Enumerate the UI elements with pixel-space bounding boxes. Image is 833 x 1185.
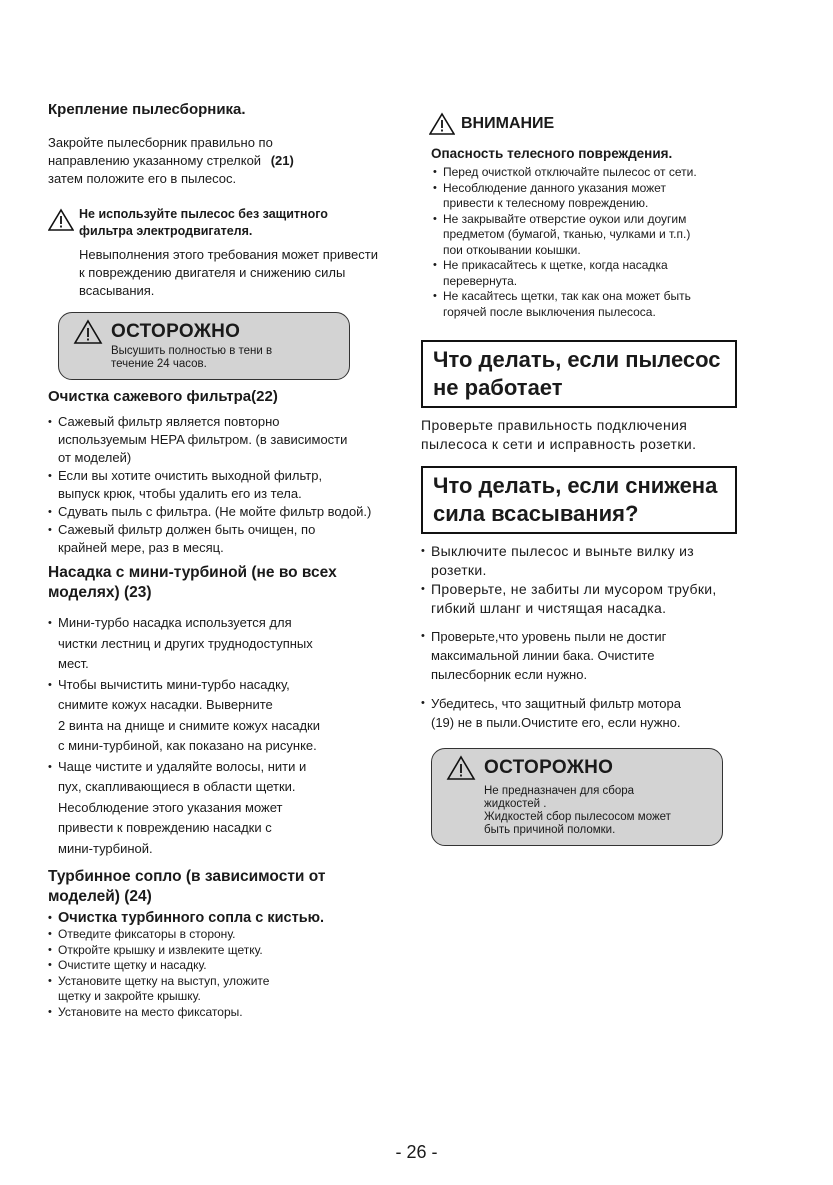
mini-turbo-list <box>48 613 413 859</box>
left-column <box>48 100 413 1020</box>
caution-header <box>446 755 710 781</box>
low-suction-section <box>421 466 751 732</box>
low-suction-list-b <box>421 627 751 732</box>
caution-title: ОСТОРОЖНО <box>111 321 241 342</box>
caution-title: ОСТОРОЖНО <box>484 757 614 778</box>
not-working-text: Проверьте правильность подключения пылесоса к сети и исправность розетки. <box>421 417 697 452</box>
attention-header <box>429 112 751 136</box>
list-item: • Если вы хотите очистить выходной фильтр, выпуск крюк, чтобы удалить его из тела. <box>48 467 413 503</box>
list-item: • Чаще чистите и удаляйте волосы, нити и пух, скапливающиеся в области щетки. Несоблюдение этого указания может привести к повреждению насадки с мини-турбиной. <box>48 757 413 860</box>
caution-body: Высушить полностью в тени в течение 24 часов. <box>111 345 273 370</box>
mini-turbo-section <box>48 563 413 859</box>
soot-filter-title: Очистка сажевого фильтра(22) <box>48 388 278 405</box>
list-item: • Установите щетку на выступ, уложите щетку и закройте крышку. <box>48 974 413 1005</box>
mount-title: Крепление пылесборника. <box>48 101 246 118</box>
right-column <box>421 112 751 846</box>
soot-filter-list <box>48 413 413 557</box>
attention-title: ВНИМАНИЕ <box>461 115 555 132</box>
mini-turbo-title: Насадка с мини-турбиной (не во всех моделях) (23) <box>48 564 337 601</box>
page-number: - 26 - <box>395 1142 438 1162</box>
list-item: • Выключите пылесос и выньте вилку из розетки. <box>421 542 751 580</box>
turbo-nozzle-subtitle-list <box>48 909 413 927</box>
motor-filter-warning <box>48 206 413 240</box>
warning-icon <box>73 319 103 345</box>
caution-header <box>73 319 337 345</box>
list-item: • Проверьте,что уровень пыли не достиг максимальной линии бака. Очистите пылесборник если нужно. <box>421 627 751 684</box>
attention-subtitle: Опасность телесного повреждения. <box>431 146 673 161</box>
low-suction-list-a <box>421 542 751 618</box>
list-item: • Мини-турбо насадка используется для чистки лестниц и других труднодоступных мест. <box>48 613 413 675</box>
turbo-nozzle-subtitle: • Очистка турбинного сопла с кистью. <box>48 909 413 927</box>
warning-icon <box>429 112 455 136</box>
list-item: • Не прикасайтесь к щетке, когда насадка перевернута. <box>433 258 751 289</box>
mount-text: Закройте пылесборник правильно по направлению указанному стрелкой (21) затем положите его в пылесос. <box>48 135 294 186</box>
not-working-title: Что делать, если пылесос не работает <box>421 340 737 408</box>
warning-body: Невыполнения этого требования может привести к повреждению двигателя и снижению силы всасывания. <box>79 247 378 298</box>
warning-icon <box>446 755 476 781</box>
warning-title: Не используйте пылесос без защитного фильтра электродвигателя. <box>79 207 328 238</box>
list-item: • Откройте крышку и извлеките щетку. <box>48 943 413 959</box>
list-item: • Чтобы вычистить мини-турбо насадку, снимите кожух насадки. Выверните 2 винта на днище и снимите кожух насадки с мини-турбиной, как показано на рисунке. <box>48 675 413 757</box>
list-item: • Не закрывайте отверстие оукои или доугим предметом (бумагой, тканью, чулками и т.п.) пои откоывании коышки. <box>433 212 751 259</box>
list-item: • Сдувать пыль с фильтра. (Не мойте фильтр водой.) <box>48 503 413 521</box>
turbo-nozzle-section <box>48 867 413 1020</box>
list-item: • Проверьте, не забиты ли мусором трубки, гибкий шланг и чистящая насадка. <box>421 580 751 618</box>
list-item: • Перед очисткой отключайте пылесос от сети. <box>433 165 751 181</box>
list-item: • Несоблюдение данного указания может привести к телесному повреждению. <box>433 181 751 212</box>
list-item: • Сажевый фильтр является повторно используемым HEPA фильтром. (в зависимости от моделей) <box>48 413 413 467</box>
list-item: • Убедитесь, что защитный фильтр мотора (19) не в пыли.Очистите его, если нужно. <box>421 694 751 732</box>
attention-section <box>421 112 751 320</box>
caution-body: Не предназначен для сбора жидкостей . Жидкостей сбор пылесосом может быть причиной поломки. <box>484 785 671 836</box>
turbo-nozzle-title: Турбинное сопло (в зависимости от моделей) (24) <box>48 868 326 905</box>
list-item: • Очистите щетку и насадку. <box>48 958 413 974</box>
turbo-nozzle-list <box>48 927 413 1020</box>
warning-icon <box>48 208 74 232</box>
caution-box-dry <box>58 312 350 380</box>
list-item: • Отведите фиксаторы в сторону. <box>48 927 413 943</box>
mount-section <box>48 100 413 188</box>
caution-box-liquids <box>431 748 723 846</box>
list-item: • Сажевый фильтр должен быть очищен, по крайней мере, раз в месяц. <box>48 521 413 557</box>
not-working-section <box>421 340 751 454</box>
list-item: • Установите на место фиксаторы. <box>48 1005 413 1021</box>
list-item: • Не касайтесь щетки, так как она может быть горячей после выключения пылесоса. <box>433 289 751 320</box>
attention-list <box>433 165 751 320</box>
low-suction-title: Что делать, если снижена сила всасывания? <box>421 466 737 534</box>
soot-filter-section <box>48 387 413 557</box>
